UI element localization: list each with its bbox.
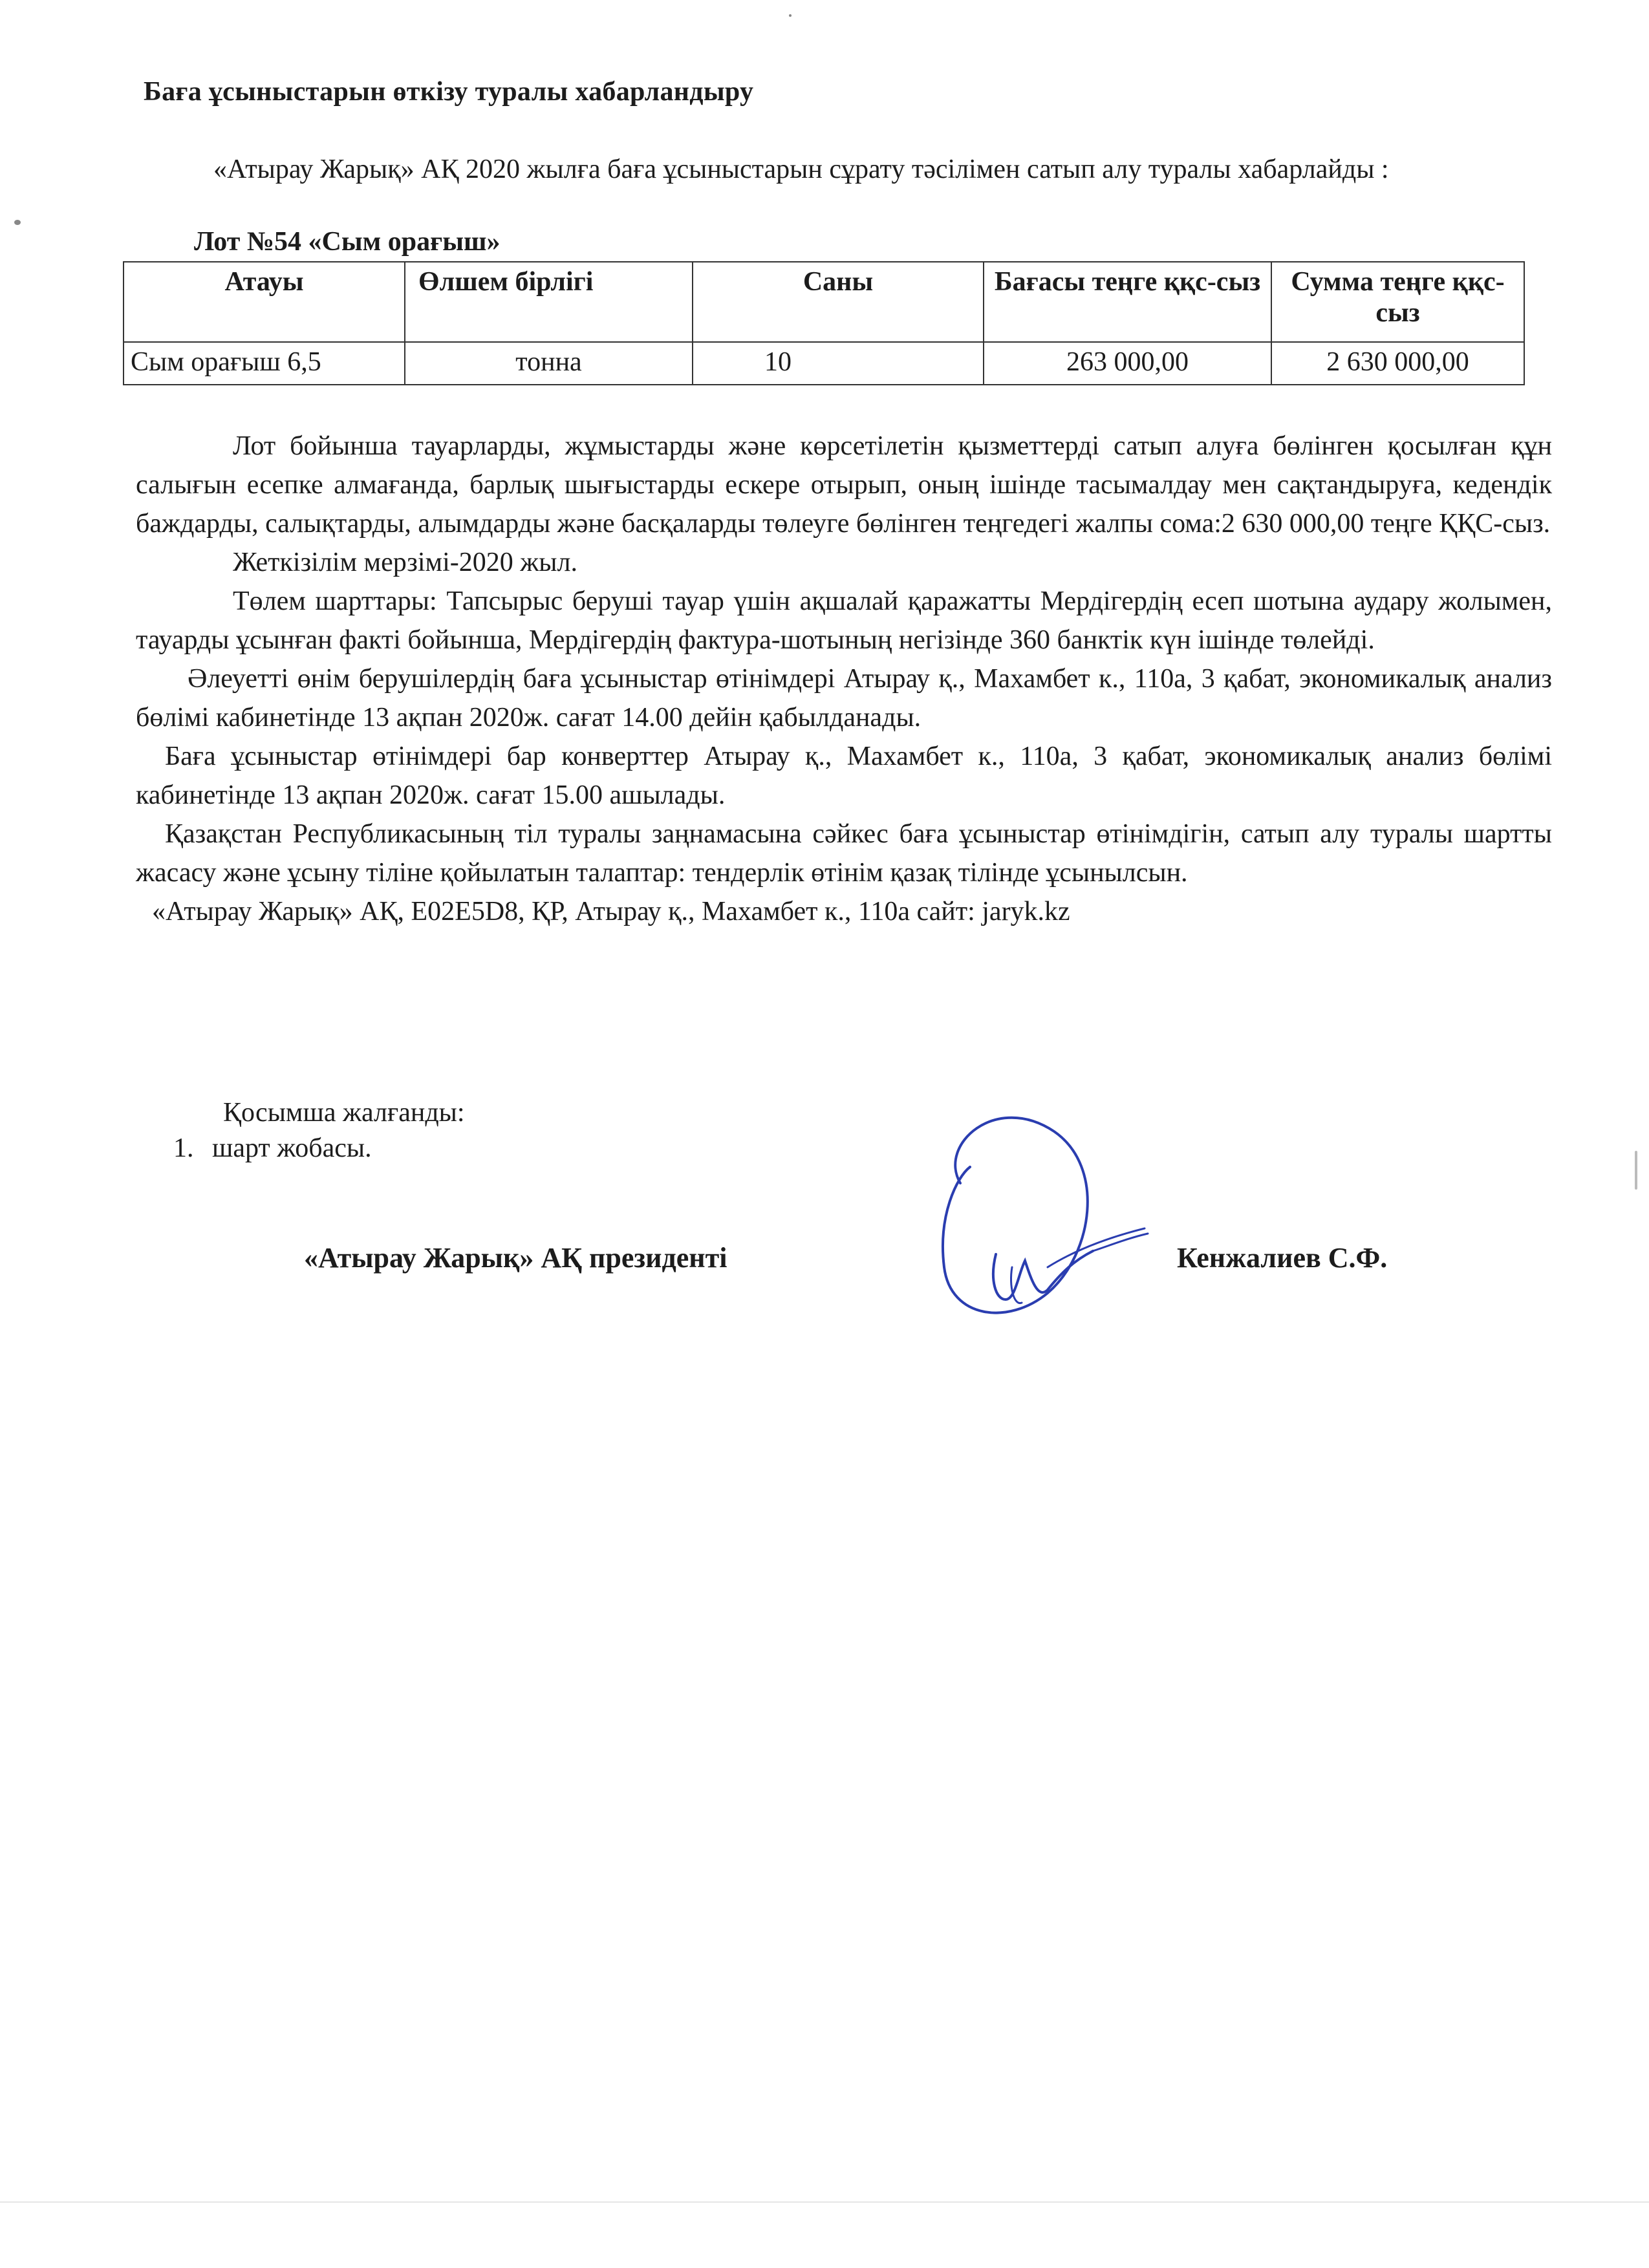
attachments-label: Қосымша жалғанды:	[223, 1098, 465, 1128]
header-sum: Сумма теңге ққс-сыз	[1271, 262, 1524, 342]
attachment-text: шарт жобасы.	[212, 1133, 372, 1163]
opening-paragraph: Баға ұсыныстар өтінімдері бар конверттер Атырау қ., Махамбет к., 110а, 3 қабат, экономикалық анализ бөлімі кабинетінде 13 ақпан 2020ж. сағат 15.00 ашылады.	[136, 742, 1552, 810]
scan-speck	[14, 220, 21, 225]
cell-unit: тонна	[405, 342, 693, 385]
header-price: Бағасы теңге ққс-сыз	[984, 262, 1271, 342]
attachment-number: 1.	[173, 1133, 194, 1163]
signatory-name: Кенжалиев С.Ф.	[1177, 1242, 1388, 1274]
payment-paragraph: Төлем шарттары: Тапсырыс беруші тауар үшін ақшалай қаражатты Мердігердің есеп шотына аудару жолымен, тауарды ұсынған факті бойынша, Мердігердің фактура-шотының негізінде 360 банктік күн ішінде төлейді.	[136, 586, 1552, 655]
language-paragraph: Қазақстан Республикасының тіл туралы заңнамасына сәйкес баға ұсыныстар өтінімдігін, сатып алу туралы шартты жасасу және ұсыну тіліне қойылатын талаптар: тендерлік өтінім қазақ тілінде ұсынылсын.	[136, 819, 1552, 888]
header-name: Атауы	[124, 262, 405, 342]
table-header-row	[124, 262, 1524, 342]
scan-edge-line	[0, 2201, 1649, 2203]
lot-items-table	[123, 261, 1525, 385]
header-quantity: Саны	[693, 262, 984, 342]
contacts-line: «Атырау Жарық» АҚ, Е02Е5D8, ҚР, Атырау қ., Махамбет к., 110а сайт: jaryk.kz	[152, 897, 1070, 926]
attachment-item	[173, 1133, 372, 1164]
table-row	[124, 342, 1524, 385]
cell-price: 263 000,00	[984, 342, 1271, 385]
scan-speck	[789, 14, 792, 17]
handwritten-signature	[899, 1106, 1170, 1338]
intro-text: «Атырау Жарық» АҚ 2020 жылға баға ұсыныстарын сұрату тәсілімен сатып алу туралы хабарлайды :	[213, 155, 1389, 184]
scan-edge-mark	[1635, 1151, 1637, 1190]
delivery-paragraph: Жеткізілім мерзімі-2020 жыл.	[233, 548, 577, 577]
cell-quantity: 10	[693, 342, 984, 385]
document-title: Баға ұсыныстарын өткізу туралы хабарландыру	[144, 77, 754, 107]
signatory-position: «Атырау Жарық» АҚ президенті	[304, 1242, 727, 1274]
submission-paragraph: Әлеуетті өнім берушілердің баға ұсыныстар өтінімдері Атырау қ., Махамбет к., 110а, 3 қабат, экономикалық анализ бөлімі кабинетінде 13 ақпан 2020ж. сағат 14.00 дейін қабылданады.	[136, 664, 1552, 733]
amount-paragraph: Лот бойынша тауарларды, жұмыстарды және көрсетілетін қызметтерді сатып алуға бөлінген қосылған құн салығын есепке алмағанда, барлық шығыстарды ескере отырып, оның ішінде тасымалдау мен сақтандыруға, кедендік баждарды, салықтарды, алымдарды және басқаларды төлеуге бөлінген теңгедегі жалпы сома:2 630 000,00 теңге ҚҚС-сыз.	[136, 431, 1552, 539]
body-text	[136, 427, 1552, 931]
header-unit: Өлшем бірлігі	[405, 262, 693, 342]
cell-sum: 2 630 000,00	[1271, 342, 1524, 385]
intro-paragraph	[136, 150, 1552, 189]
lot-title: Лот №54 «Сым орағыш»	[194, 227, 501, 257]
cell-name: Сым орағыш 6,5	[124, 342, 405, 385]
